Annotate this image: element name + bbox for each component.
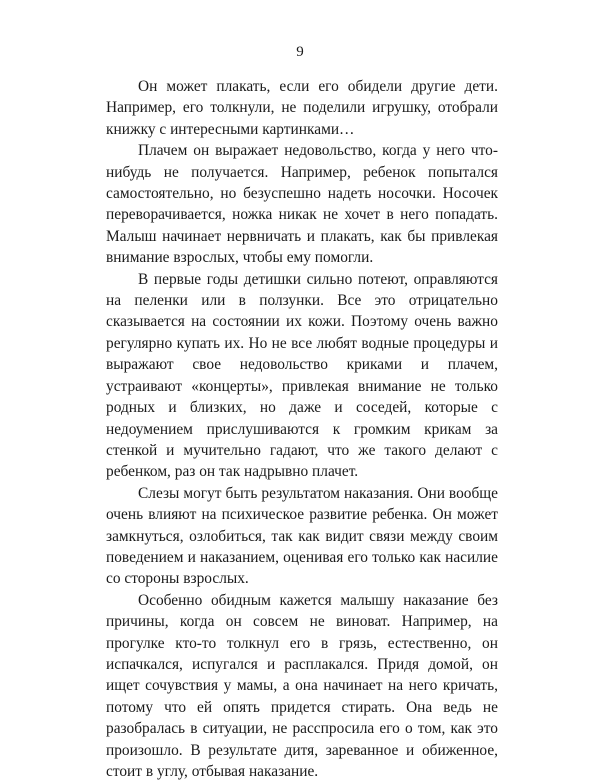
paragraph-4: Слезы могут быть результатом наказания. Они вообще очень влияют на психическое развитие ребенка. Он может замкнуться, озлобиться, так как видит связи между своим поведением и наказанием, оценивая его только как насилие со стороны взрослых. xyxy=(106,484,498,588)
paragraph-2: Плачем он выражает недовольство, когда у него что-нибудь не получается. Например, ребенок попытался самостоятельно, но безуспешно надеть носочки. Носочек переворачивается, ножка никак не хочет в него попадать. Малыш начинает нервничать и плакать, как бы привлекая внимание взрослых, чтобы ему помогли. xyxy=(106,142,498,267)
text-body xyxy=(106,76,498,782)
page-number: 9 xyxy=(296,44,304,60)
paragraph-3: В первые годы детишки сильно потеют, оправляются на пеленки или в ползунки. Все это отрицательно сказывается на состоянии их кожи. Поэтому очень важно регулярно купать их. Но не все любят водные процедуры и выражают свое недовольство криками и плачем, устраивают «концерты», привлекая внимание не только родных и близких, но даже и соседей, которые с недоумением прислушиваются к громким крикам за стенкой и мучительно гадают, что же такого делают с ребенком, раз он так надрывно плачет. xyxy=(106,270,498,481)
paragraph-5: Особенно обидным кажется малышу наказание без причины, когда он совсем не виноват. Например, на прогулке кто-то толкнул его в грязь, естественно, он испачкался, испугался и расплакался. Придя домой, он ищет сочувствия у мамы, а она начинает на него кричать, потому что ей опять придется стирать. Она ведь не разобралась в ситуации, не расспросила его о том, как это произошло. В результате дитя, зареванное и обиженное, стоит в углу, отбывая наказание. xyxy=(106,591,498,780)
paragraph-1: Он может плакать, если его обидели другие дети. Например, его толкнули, не поделили игрушку, отобрали книжку с интересными картинками… xyxy=(106,78,498,138)
